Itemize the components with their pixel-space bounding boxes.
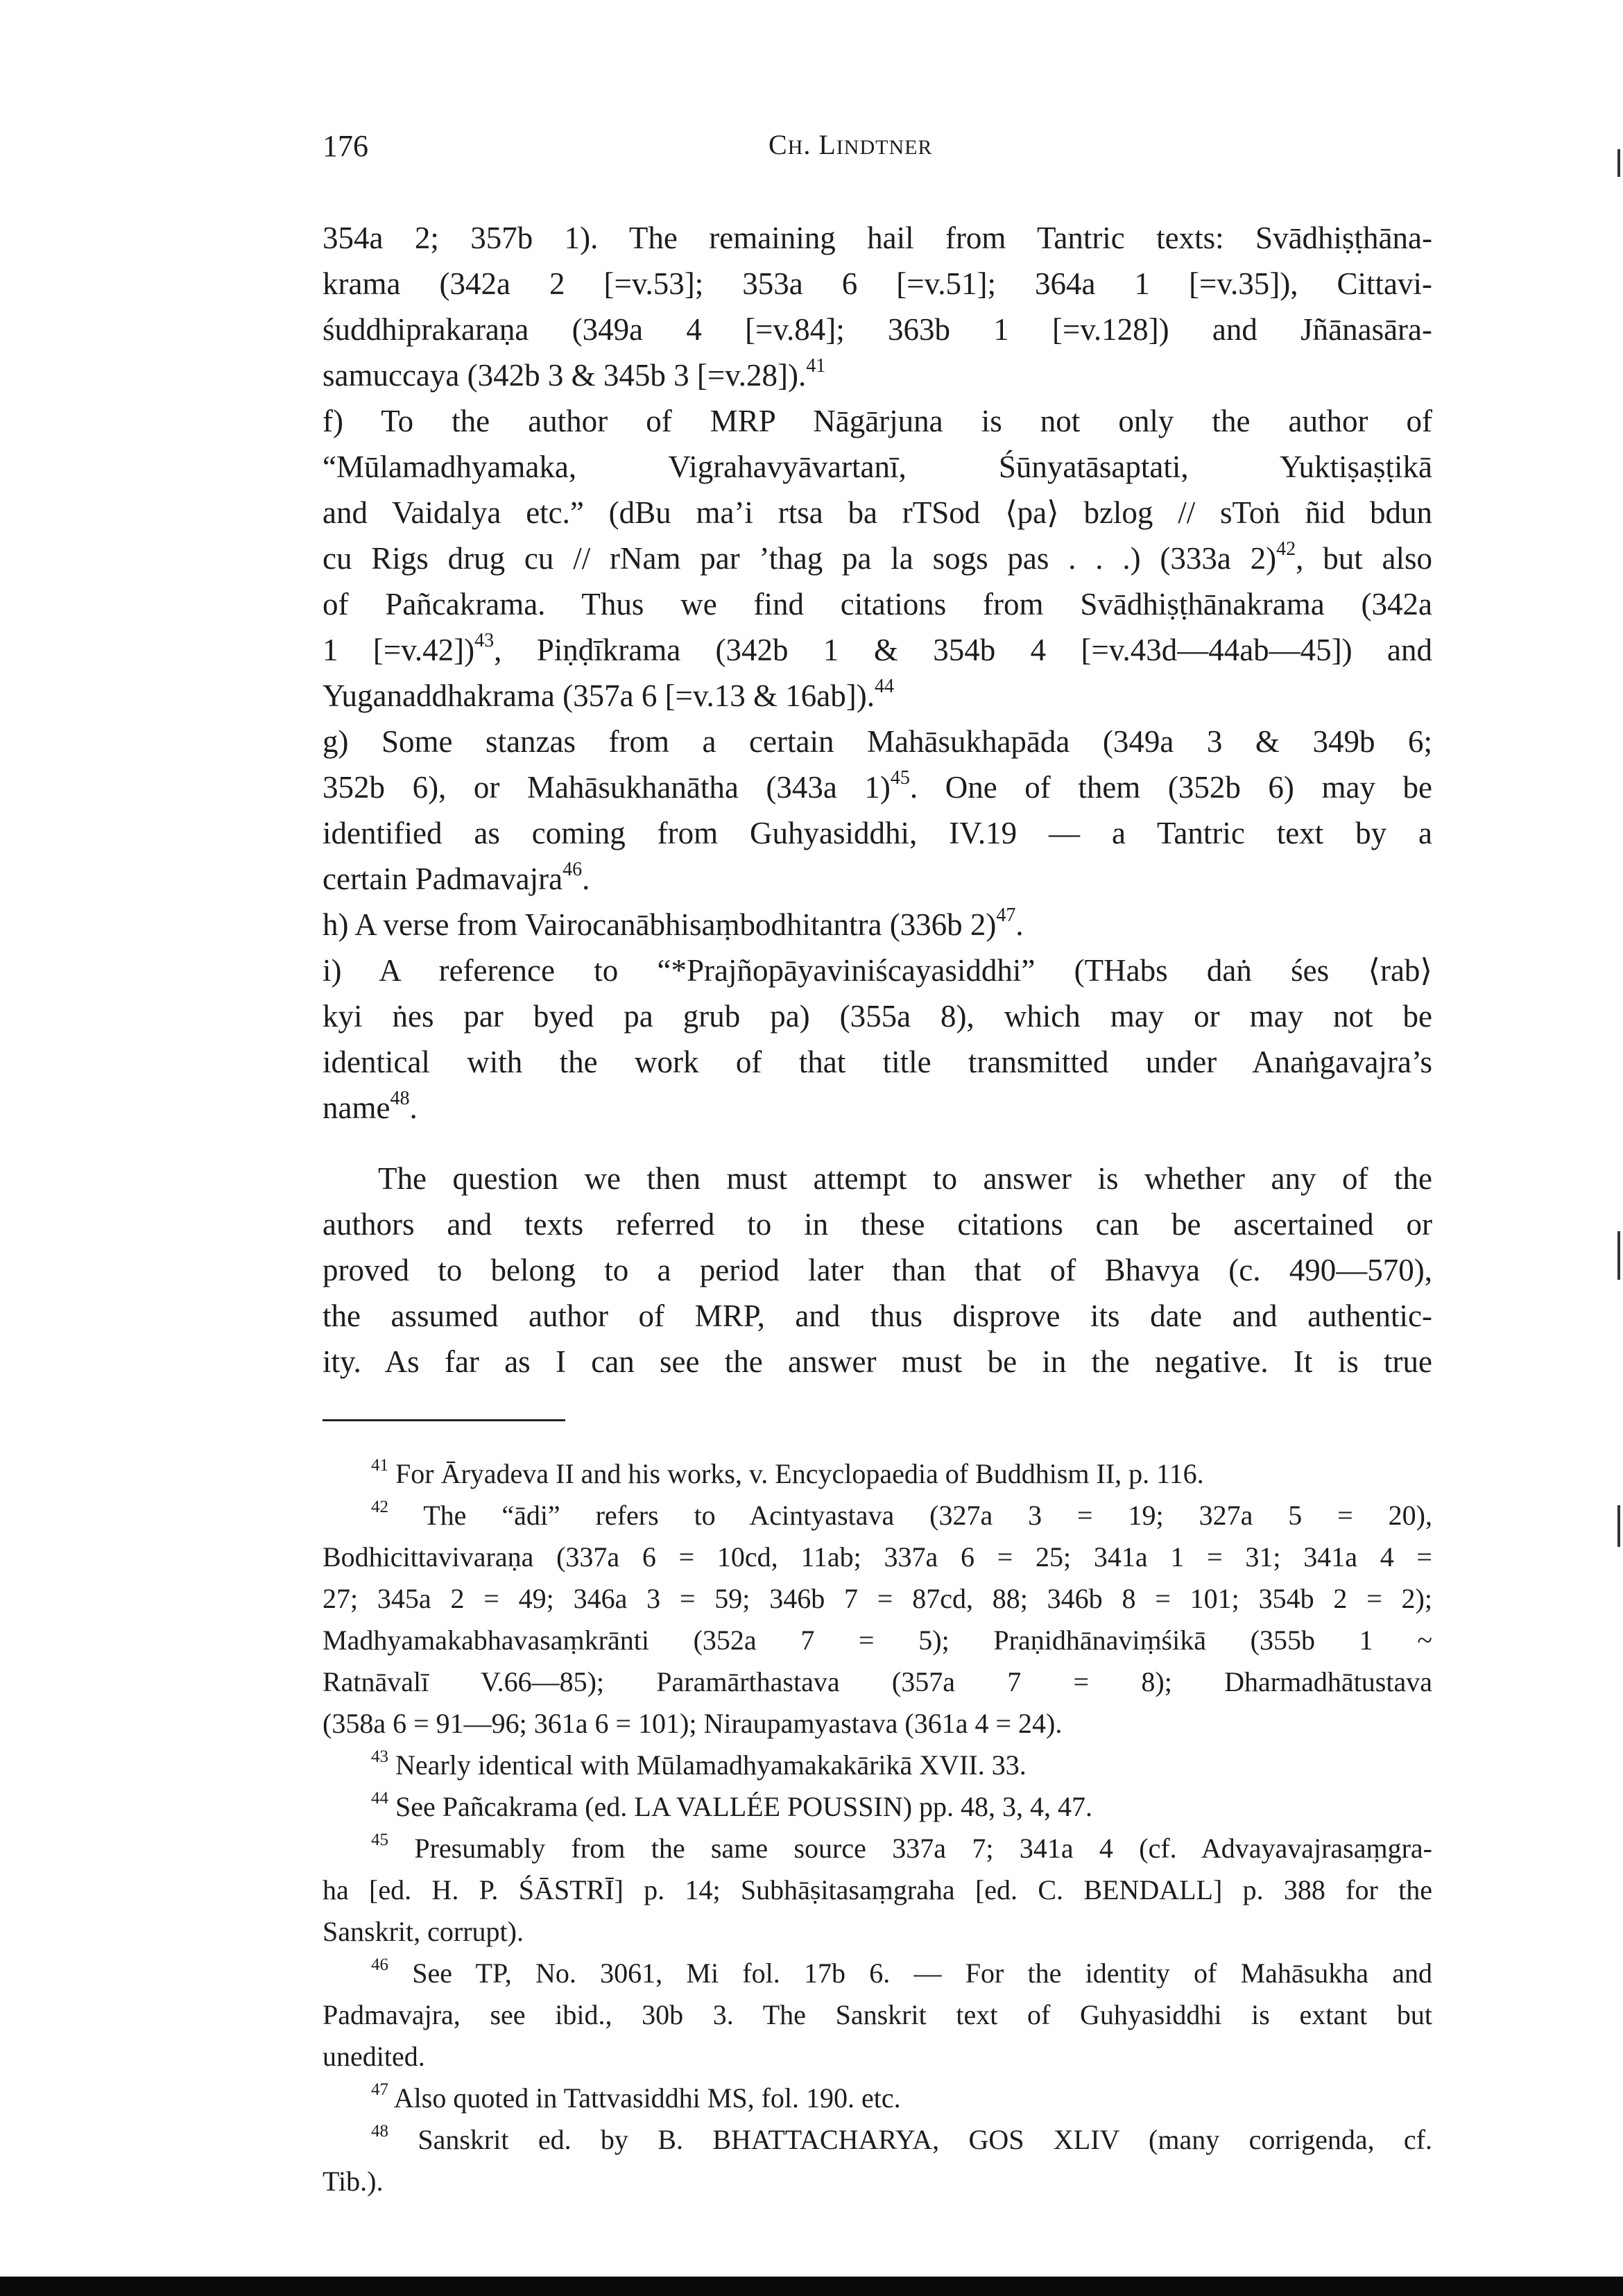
footnote-text: Presumably from the same source 337a 7; 341a 4 (cf. Advayavajrasaṃgra- bbox=[414, 1833, 1432, 1864]
text-line bbox=[323, 398, 1432, 444]
footnote-text: Padmavajra, see ibid., 30b 3. The Sanskrit text of Guhyasiddhi is extant but bbox=[323, 1999, 1432, 2030]
scan-edge-mark bbox=[1617, 1231, 1620, 1280]
text-line bbox=[323, 307, 1432, 352]
footnote-ref[interactable]: 44 bbox=[874, 676, 894, 697]
footnote-text: See TP, No. 3061, Mi fol. 17b 6. — For the identity of Mahāsukha and bbox=[412, 1957, 1432, 1989]
footnote-number: 48 bbox=[371, 2121, 388, 2141]
text-line-content: identified as coming from Guhyasiddhi, IV.19 — a Tantric text by a bbox=[323, 816, 1432, 850]
footnote-number: 43 bbox=[371, 1747, 388, 1766]
text-line bbox=[323, 1201, 1432, 1247]
text-line bbox=[323, 719, 1432, 764]
author-separator: . L bbox=[803, 129, 836, 160]
text-line-content: authors and texts referred to in these citations can be ascertained or bbox=[323, 1207, 1432, 1242]
footnote-text: Sanskrit ed. by B. BHATTACHARYA, GOS XLIV (many corrigenda, cf. bbox=[418, 2124, 1432, 2155]
text-line bbox=[323, 1156, 1432, 1201]
footnote-line bbox=[323, 1953, 1432, 1994]
main-text bbox=[323, 215, 1432, 1385]
footnote-number: 47 bbox=[371, 2080, 388, 2099]
footnote-line bbox=[323, 2036, 1432, 2077]
text-line-content: i) A reference to “*Prajñopāyaviniścayasiddhi” (THabs daṅ śes ⟨rab⟩ bbox=[323, 953, 1432, 988]
text-line-content: 1 [=v.42]) bbox=[323, 633, 475, 667]
text-line-content: śuddhiprakaraṇa (349a 4 [=v.84]; 363b 1 [=v.128]) and Jñānasāra- bbox=[323, 312, 1432, 347]
author-initial-rest: H bbox=[787, 136, 804, 159]
footnote-text: Ratnāvalī V.66—85); Paramārthastava (357a 7 = 8); Dharmadhātustava bbox=[323, 1666, 1432, 1697]
page-number: 176 bbox=[323, 129, 368, 163]
footnote-line bbox=[323, 1745, 1432, 1786]
footnote-line bbox=[323, 1453, 1432, 1495]
footnote-ref[interactable]: 47 bbox=[996, 905, 1016, 926]
text-line bbox=[323, 581, 1432, 627]
footnote-text: 27; 345a 2 = 49; 346a 3 = 59; 346b 7 = 87cd, 88; 346b 8 = 101; 354b 2 = 2); bbox=[323, 1583, 1432, 1614]
text-line bbox=[323, 1085, 1432, 1131]
footnote-line bbox=[323, 1703, 1432, 1745]
text-line bbox=[323, 902, 1432, 948]
text-line bbox=[323, 627, 1432, 673]
footnote-number: 45 bbox=[371, 1830, 388, 1849]
footnote-line bbox=[323, 2077, 1432, 2119]
footnote-line bbox=[323, 1869, 1432, 1911]
text-line bbox=[323, 993, 1432, 1039]
text-line bbox=[323, 810, 1432, 856]
footnote-ref[interactable]: 46 bbox=[563, 859, 583, 880]
footnote-text: Madhyamakabhavasaṃkrānti (352a 7 = 5); Praṇidhānaviṃśikā (355b 1 ~ bbox=[323, 1625, 1432, 1656]
footnote-text: unedited. bbox=[323, 2041, 425, 2072]
footnote-line bbox=[323, 1661, 1432, 1703]
text-line bbox=[323, 215, 1432, 261]
text-line-content: and Vaidalya etc.” (dBu ma’i rtsa ba rTSod ⟨pa⟩ bzlog // sToṅ ñid bdun bbox=[323, 495, 1432, 530]
text-line bbox=[323, 856, 1432, 902]
footnote-ref[interactable]: 45 bbox=[890, 767, 910, 789]
text-line-content: f) To the author of MRP Nāgārjuna is not only the author of bbox=[323, 404, 1432, 438]
footnote-text: See Pañcakrama (ed. LA VALLÉE POUSSIN) pp. 48, 3, 4, 47. bbox=[395, 1791, 1093, 1822]
text-line bbox=[323, 490, 1432, 536]
text-line-tail: . bbox=[409, 1090, 418, 1125]
footnote-text: Bodhicittavivaraṇa (337a 6 = 10cd, 11ab; 337a 6 = 25; 341a 1 = 31; 341a 4 = bbox=[323, 1541, 1432, 1573]
footnote-ref[interactable]: 42 bbox=[1276, 538, 1296, 560]
text-line-content: name bbox=[323, 1090, 390, 1125]
text-line-content: the assumed author of MRP, and thus disprove its date and authentic- bbox=[323, 1299, 1432, 1333]
text-line bbox=[323, 764, 1432, 810]
text-line-content: samuccaya (342b 3 & 345b 3 [=v.28]). bbox=[323, 358, 807, 393]
text-line-content: krama (342a 2 [=v.53]; 353a 6 [=v.51]; 364a 1 [=v.35]), Cittavi- bbox=[323, 266, 1432, 301]
text-line-content: of Pañcakrama. Thus we find citations from Svādhiṣṭhānakrama (342a bbox=[323, 587, 1432, 622]
footnote-line bbox=[323, 1786, 1432, 1828]
footnote-number: 42 bbox=[371, 1497, 388, 1516]
footnote-line bbox=[323, 1828, 1432, 1869]
text-line bbox=[323, 352, 1432, 398]
text-line-content: certain Padmavajra bbox=[323, 862, 563, 896]
footnote-text: For Āryadeva II and his works, v. Encyclopaedia of Buddhism II, p. 116. bbox=[395, 1458, 1204, 1489]
text-line-tail: , Piṇḍīkrama (342b 1 & 354b 4 [=v.43d—44ab—45]) and bbox=[494, 633, 1432, 667]
text-line-content: The question we then must attempt to answer is whether any of the bbox=[378, 1161, 1432, 1196]
scan-edge-mark bbox=[1617, 1505, 1620, 1547]
text-line bbox=[323, 1339, 1432, 1385]
text-line bbox=[323, 1293, 1432, 1339]
text-line-content: identical with the work of that title transmitted under Anaṅgavajra’s bbox=[323, 1045, 1432, 1079]
footnote-text: The “ādi” refers to Acintyastava (327a 3 = 19; 327a 5 = 20), bbox=[423, 1500, 1432, 1531]
footnote-line bbox=[323, 1994, 1432, 2036]
text-line bbox=[323, 1247, 1432, 1293]
text-line bbox=[323, 948, 1432, 993]
text-line bbox=[323, 261, 1432, 307]
footnote-ref[interactable]: 48 bbox=[390, 1088, 410, 1109]
footnote-text: ha [ed. H. P. ŚĀSTRĪ] p. 14; Subhāṣitasaṃgraha [ed. C. BENDALL] p. 388 for the bbox=[323, 1874, 1432, 1905]
text-line-tail: . One of them (352b 6) may be bbox=[909, 770, 1432, 805]
footnote-text: Also quoted in Tattvasiddhi MS, fol. 190. etc. bbox=[393, 2082, 901, 2114]
footnote-text: Nearly identical with Mūlamadhyamakakārikā XVII. 33. bbox=[395, 1749, 1027, 1781]
author-initial: C bbox=[768, 129, 788, 160]
text-line-tail: . bbox=[582, 862, 590, 896]
text-line-content: ity. As far as I can see the answer must be in the negative. It is true bbox=[323, 1344, 1432, 1379]
text-line-content: Yuganaddhakrama (357a 6 [=v.13 & 16ab]). bbox=[323, 678, 875, 713]
footnote-text: Tib.). bbox=[323, 2166, 384, 2197]
text-line-content: 352b 6), or Mahāsukhanātha (343a 1) bbox=[323, 770, 891, 805]
footnote-ref[interactable]: 41 bbox=[806, 355, 826, 377]
scan-bottom-border bbox=[0, 2277, 1623, 2296]
footnote-line bbox=[323, 1911, 1432, 1953]
scan-edge-mark bbox=[1617, 149, 1620, 177]
text-line bbox=[323, 444, 1432, 490]
running-head-author bbox=[768, 128, 932, 161]
footnote-line bbox=[323, 2119, 1432, 2161]
footnote-number: 46 bbox=[371, 1955, 388, 1974]
text-line bbox=[323, 536, 1432, 581]
footnote-line bbox=[323, 1536, 1432, 1578]
text-line-tail: , but also bbox=[1296, 541, 1432, 576]
footnote-ref[interactable]: 43 bbox=[474, 630, 495, 651]
footnote-line bbox=[323, 1620, 1432, 1661]
text-line bbox=[323, 673, 1432, 719]
text-line-content: “Mūlamadhyamaka, Vigrahavyāvartanī, Śūnyatāsaptati, Yuktiṣaṣṭikā bbox=[323, 449, 1432, 484]
text-line-content: cu Rigs drug cu // rNam par ’thag pa la sogs pas . . .) (333a 2) bbox=[323, 541, 1277, 576]
footnote-rule bbox=[323, 1419, 565, 1421]
footnote-line bbox=[323, 1495, 1432, 1536]
footnote-number: 44 bbox=[371, 1788, 388, 1808]
text-line-content: h) A verse from Vairocanābhisaṃbodhitantra (336b 2) bbox=[323, 907, 997, 942]
footnotes bbox=[323, 1453, 1432, 2202]
text-line-content: 354a 2; 357b 1). The remaining hail from Tantric texts: Svādhiṣṭhāna- bbox=[323, 221, 1432, 255]
footnote-text: Sanskrit, corrupt). bbox=[323, 1916, 524, 1947]
footnote-line bbox=[323, 2161, 1432, 2202]
text-line-content: proved to belong to a period later than that of Bhavya (c. 490—570), bbox=[323, 1253, 1432, 1287]
text-line-tail: . bbox=[1015, 907, 1024, 942]
footnote-text: (358a 6 = 91—96; 361a 6 = 101); Niraupamyastava (361a 4 = 24). bbox=[323, 1708, 1063, 1739]
author-surname-rest: INDTNER bbox=[836, 136, 933, 159]
paragraph-gap bbox=[323, 1131, 1432, 1156]
text-line-content: kyi ṅes par byed pa grub pa) (355a 8), which may or may not be bbox=[323, 999, 1432, 1034]
footnote-number: 41 bbox=[371, 1455, 388, 1475]
footnote-line bbox=[323, 1578, 1432, 1620]
text-line-content: g) Some stanzas from a certain Mahāsukhapāda (349a 3 & 349b 6; bbox=[323, 724, 1432, 759]
text-line bbox=[323, 1039, 1432, 1085]
